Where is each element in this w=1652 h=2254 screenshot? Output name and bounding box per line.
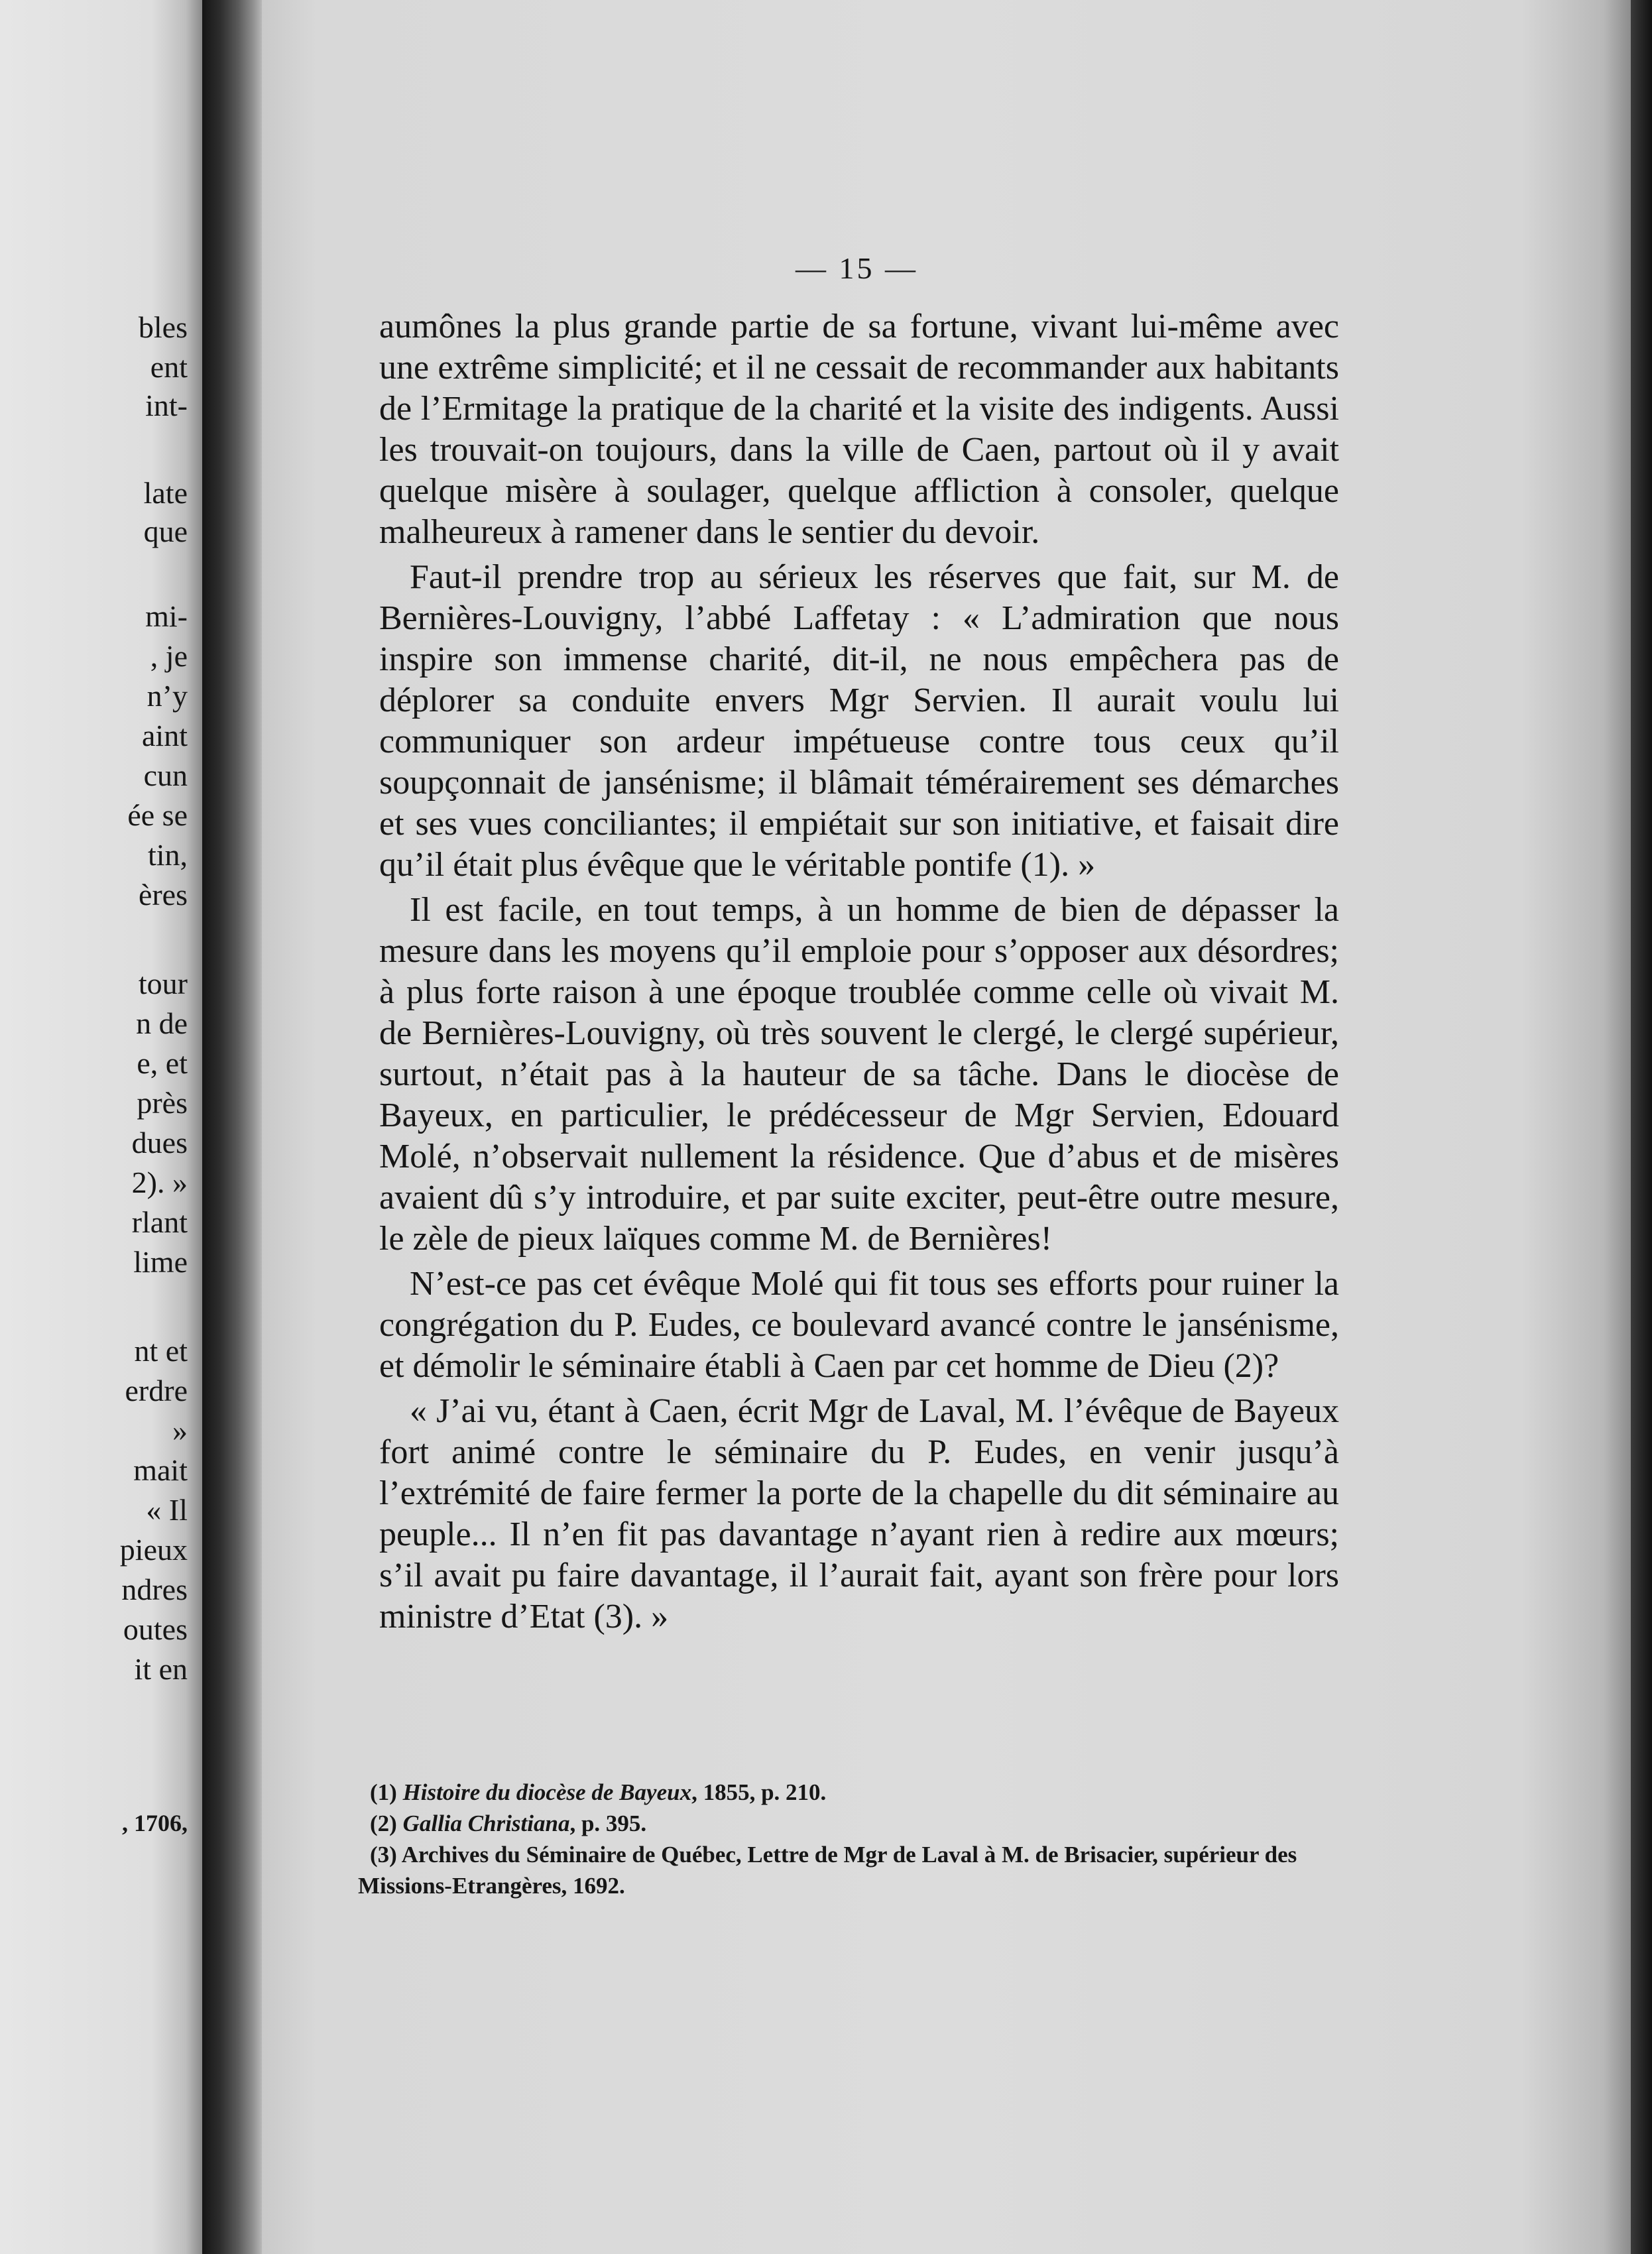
left-page-fragment: cun (143, 758, 188, 792)
left-page-fragment: que (143, 514, 188, 548)
left-page-fragment: it en (134, 1652, 188, 1686)
left-page-fragment: aint (142, 719, 188, 752)
left-facing-page (0, 0, 202, 2254)
paragraph-2: Faut-il prendre trop au sérieux les réserves que fait, sur M. de Bernières-Louvigny, l’abbé Laffetay : « L’admiration que nous inspire son immense charité, dit-il, ne nous empêchera pas de déplorer sa conduite envers Mgr Servien. Il aurait voulu lui communiquer son ardeur impétueuse contre tous ceux qu’il soupçonnait de jansénisme; il blâmait témérairement ses démarches et ses vues conciliantes; il empiétait sur son initiative, et faisait dire qu’il était plus évêque que le véritable pontife (1). » (379, 558, 1339, 884)
left-page-fragment: tour (138, 967, 188, 1000)
left-page-fragment: ent (150, 350, 188, 384)
left-page-fragment: , je (150, 639, 188, 673)
page-right-edge (1631, 0, 1652, 2254)
page-number: — 15 — (796, 251, 918, 285)
footnote-3-text: Archives du Séminaire de Québec, Lettre de Mgr de Laval à M. de Brisacier, supérieur des Missions-Etrangères, 1692. (358, 1842, 1297, 1899)
book-gutter (202, 0, 262, 2254)
footnote-2-title: Gallia Christiana (402, 1810, 570, 1836)
left-page-fragment: pieux (119, 1533, 188, 1567)
footnotes (358, 1777, 1332, 1901)
left-page-fragment: bles (138, 310, 188, 344)
left-page-fragment: e, et (137, 1046, 188, 1080)
left-page-fragment: mi- (145, 599, 188, 633)
left-page-fragment: « Il (146, 1493, 188, 1527)
footnote-3-number: (3) (370, 1842, 397, 1868)
footnote-2-number: (2) (370, 1810, 397, 1836)
footnote-2-text: , p. 395. (569, 1810, 647, 1836)
left-page-fragment: 2). » (131, 1165, 188, 1199)
footnote-1-text: , 1855, p. 210. (691, 1779, 827, 1805)
paragraph-3: Il est facile, en tout temps, à un homme de bien de dépasser la mesure dans les moyens qu’il emploie pour s’opposer aux désordres; à plus forte raison à une époque troublée comme celle où vivait M. de Bernières-Louvigny, où très souvent le clergé, le clergé supérieur, surtout, n’était pas à la hauteur de sa tâche. Dans le diocèse de Bayeux, en particulier, le prédécesseur de Mgr Servien, Edouard Molé, n’observait nullement la résidence. Que d’abus et de misères avaient dû s’y introduire, et par suite exciter, peut-être outre mesure, le zèle de pieux laïques comme M. de Bernières! (379, 891, 1339, 1258)
footnote-1-title: Histoire du diocèse de Bayeux (402, 1779, 692, 1805)
left-page-fragment: tin, (147, 838, 188, 872)
left-page-fragment: erdre (125, 1374, 188, 1407)
body-text (379, 306, 1339, 1641)
left-page-fragment: nt et (134, 1334, 188, 1368)
left-page-fragment: ndres (121, 1572, 188, 1606)
left-page-fragment: rlant (131, 1205, 188, 1239)
paragraph-5: « J’ai vu, étant à Caen, écrit Mgr de Laval, M. l’évêque de Bayeux fort animé contre le séminaire du P. Eudes, en venir jusqu’à l’extrémité de faire fermer la porte de la chapelle du dit séminaire au peuple... Il n’en fit pas davantage n’ayant rien à redire aux mœurs; s’il avait pu faire davantage, il l’aurait fait, ayant son frère pour lors ministre d’Etat (3). » (379, 1392, 1339, 1635)
left-page-fragment: n de (136, 1006, 188, 1040)
left-page-fragment: n’y (147, 679, 188, 713)
footnote-2 (358, 1808, 1332, 1839)
left-page-fragment: int- (145, 388, 188, 422)
footnote-3 (358, 1839, 1332, 1901)
left-page-fragment: outes (123, 1612, 188, 1646)
left-page-footnote-fragment: , 1706, (122, 1810, 188, 1836)
left-page-fragment: près (137, 1086, 188, 1120)
footnote-1-number: (1) (370, 1779, 397, 1805)
paragraph-1: aumônes la plus grande partie de sa fortune, vivant lui-même avec une extrême simplicité; et il ne cessait de recommander aux habitants de l’Ermitage la pratique de la charité et la visite des indigents. Aussi les trouvait-on toujours, dans la ville de Caen, partout où il y avait quelque misère à soulager, quelque affliction à consoler, quelque malheureux à ramener dans le sentier du devoir. (379, 308, 1339, 551)
left-page-fragment: late (143, 476, 188, 510)
left-page-fragment: dues (131, 1126, 188, 1159)
left-page-fragment: lime (133, 1245, 188, 1279)
left-page-fragment: ée se (127, 798, 188, 832)
left-page-fragment: » (172, 1413, 188, 1447)
left-page-fragment: ères (138, 878, 188, 912)
left-page-fragment: mait (133, 1453, 188, 1487)
paragraph-4: N’est-ce pas cet évêque Molé qui fit tous ses efforts pour ruiner la congrégation du P. Eudes, ce boulevard avancé contre le jansénisme, et démolir le séminaire établi à Caen par cet homme de Dieu (2)? (379, 1265, 1339, 1385)
footnote-1 (358, 1777, 1332, 1808)
